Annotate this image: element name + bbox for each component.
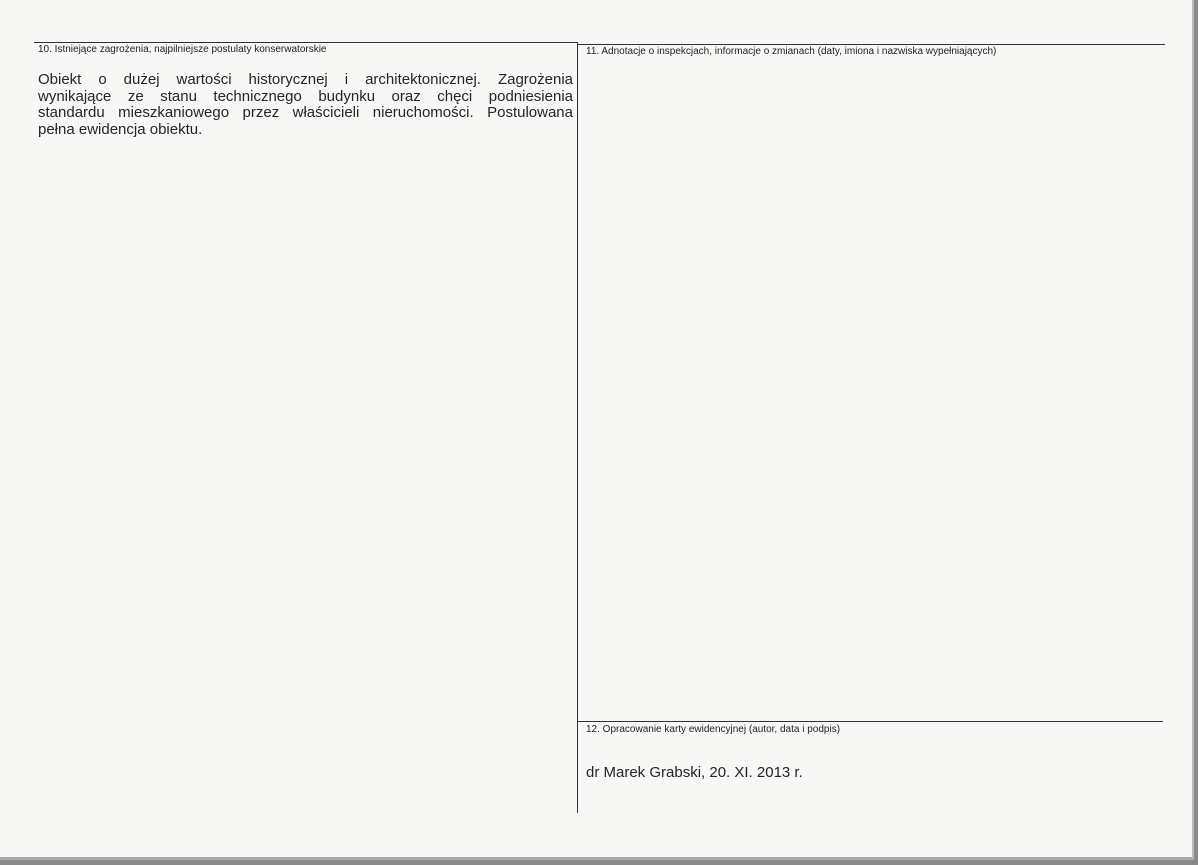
- section-10-top-rule: [34, 42, 578, 43]
- section-12-label: 12. Opracowanie karty ewidencyjnej (autor, data i podpis): [586, 724, 841, 735]
- section-10-line: wynikające ze stanu technicznego budynku oraz chęci podniesienia: [38, 87, 573, 105]
- section-11-top-rule: [578, 44, 1165, 45]
- section-12-author-value: dr Marek Grabski, 20. XI. 2013 r.: [586, 764, 803, 781]
- section-10-line: pełna ewidencja obiektu.: [38, 120, 203, 138]
- section-10-line: standardu mieszkaniowego przez właścicieli nieruchomości. Postulowana: [38, 104, 573, 121]
- section-12-top-rule: [578, 721, 1163, 722]
- section-10-label: 10. Istniejące zagrożenia, najpilniejsze postulaty konserwatorskie: [38, 44, 327, 55]
- section-10-text: [38, 72, 573, 138]
- section-10-line: Obiekt o dużej wartości historycznej i architektonicznej. Zagrożenia: [38, 71, 573, 88]
- section-11-label: 11. Adnotacje o inspekcjach, informacje o zmianach (daty, imiona i nazwiska wypełniających): [586, 46, 997, 57]
- column-divider: [577, 42, 578, 813]
